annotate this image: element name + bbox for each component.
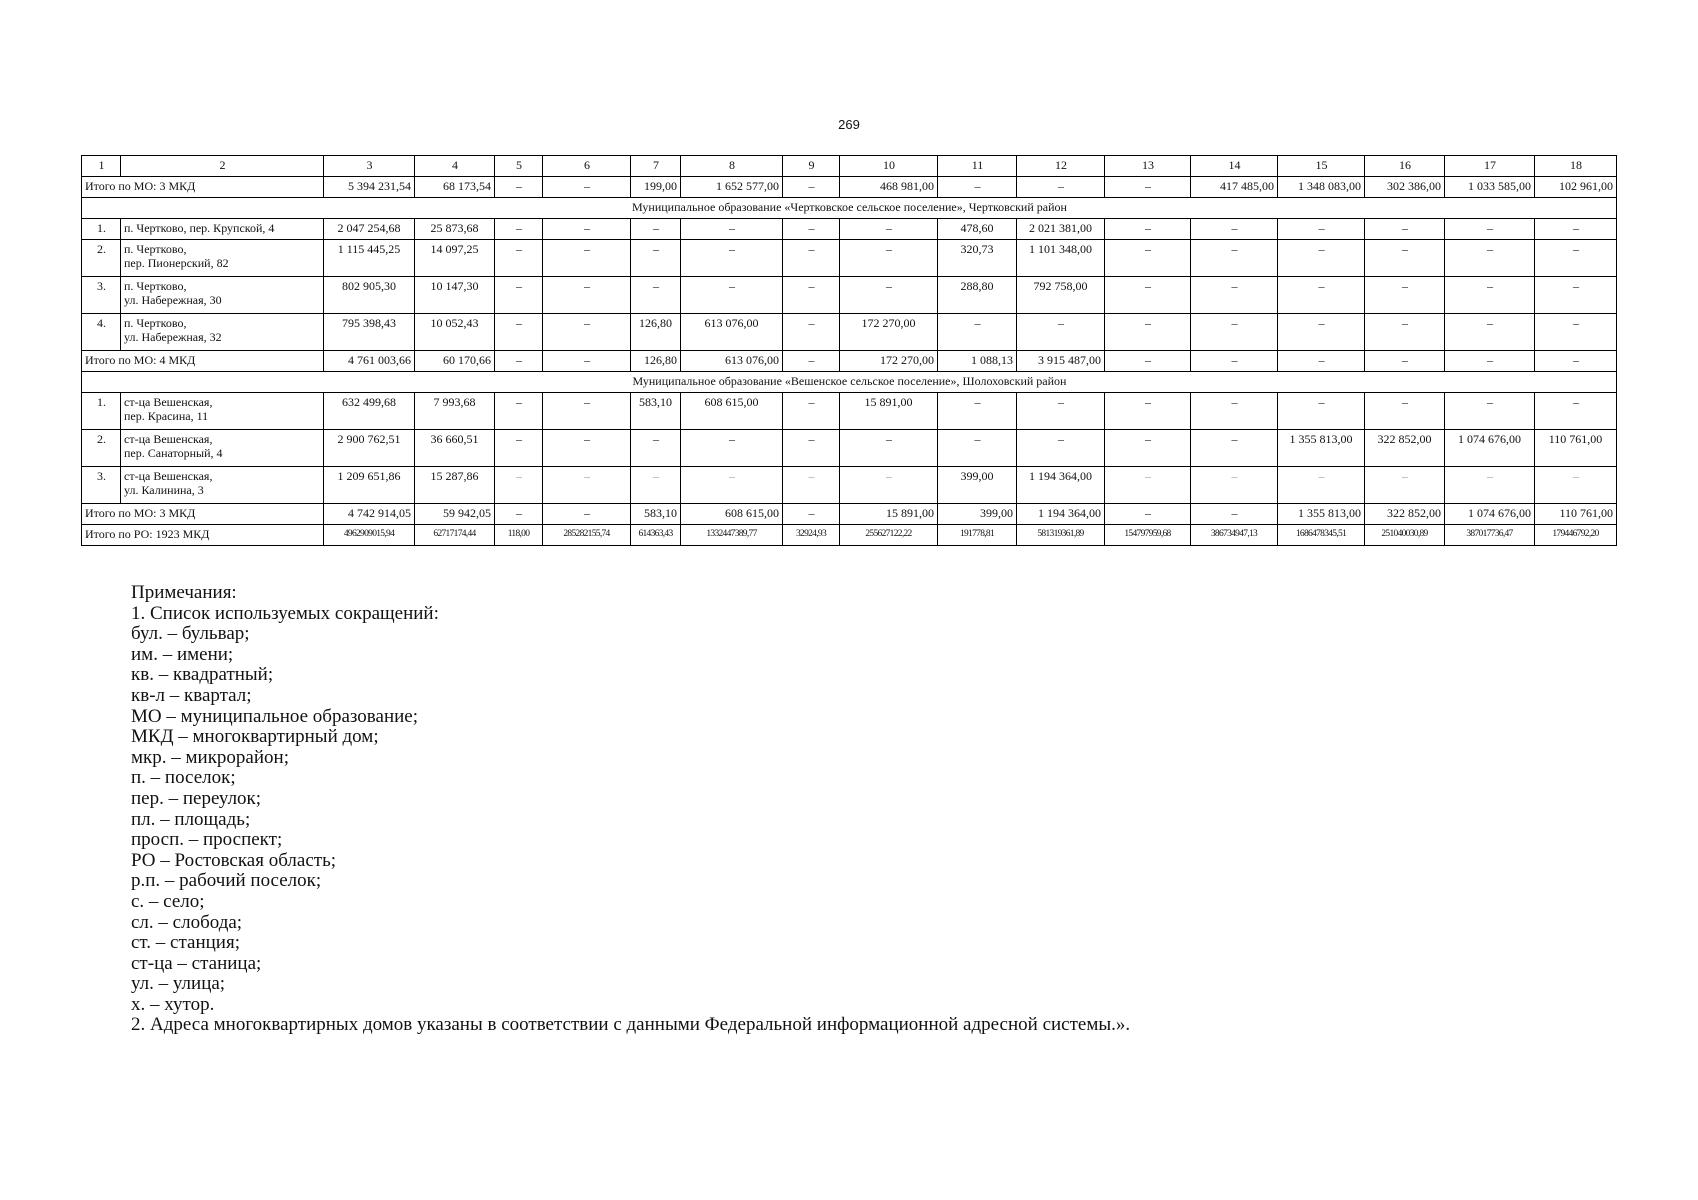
column-number-cell: 8 — [681, 156, 783, 177]
column-number-cell: 1 — [82, 156, 121, 177]
value-cell: – — [783, 467, 840, 504]
value-cell: 320,73 — [938, 240, 1017, 277]
value-cell: 614363,43 — [631, 525, 681, 546]
column-number-row — [82, 156, 1617, 177]
value-cell: – — [631, 430, 681, 467]
section-header-cell: Муниципальное образование «Чертковское сельское поселение», Чертковский район — [82, 198, 1617, 219]
value-cell: – — [1278, 240, 1365, 277]
value-cell: – — [1278, 277, 1365, 314]
value-cell: – — [631, 240, 681, 277]
value-cell: 1 074 676,00 — [1445, 504, 1535, 525]
value-cell: – — [840, 430, 938, 467]
value-cell: 399,00 — [938, 467, 1017, 504]
note-line: х. – хутор. — [131, 993, 215, 1015]
value-cell: – — [938, 177, 1017, 198]
value-cell: 608 615,00 — [681, 504, 783, 525]
note-line: с. – село; — [131, 890, 205, 912]
building-row — [82, 219, 1617, 240]
value-cell: – — [681, 430, 783, 467]
value-cell: 15 891,00 — [840, 393, 938, 430]
value-cell: – — [495, 504, 543, 525]
value-cell: – — [1191, 504, 1278, 525]
address-cell — [121, 430, 324, 467]
value-cell: – — [840, 467, 938, 504]
value-cell: 255627122,22 — [840, 525, 938, 546]
value-cell: – — [543, 219, 631, 240]
value-cell: – — [783, 430, 840, 467]
address-cell — [121, 219, 324, 240]
value-cell: 3 915 487,00 — [1017, 351, 1105, 372]
value-cell: – — [1017, 177, 1105, 198]
column-number-cell: 12 — [1017, 156, 1105, 177]
address-line-1: ст-ца Вешенская, — [124, 395, 213, 409]
address-cell — [121, 393, 324, 430]
value-cell: – — [495, 240, 543, 277]
value-cell: – — [1365, 314, 1445, 351]
value-cell: 68 173,54 — [415, 177, 495, 198]
value-cell: – — [1105, 177, 1191, 198]
column-number-cell: 11 — [938, 156, 1017, 177]
value-cell: 478,60 — [938, 219, 1017, 240]
value-cell: – — [840, 219, 938, 240]
value-cell: – — [1017, 430, 1105, 467]
note-line: пер. – переулок; — [131, 787, 262, 809]
value-cell: – — [543, 240, 631, 277]
value-cell: – — [1445, 467, 1535, 504]
page-number: 269 — [838, 117, 860, 132]
row-number-cell: 1. — [82, 219, 121, 240]
value-cell: – — [681, 277, 783, 314]
total-label-cell: Итого по МО: 4 МКД — [82, 351, 324, 372]
value-cell: – — [1445, 393, 1535, 430]
value-cell: 15 287,86 — [415, 467, 495, 504]
value-cell: 802 905,30 — [324, 277, 415, 314]
value-cell: 2 900 762,51 — [324, 430, 415, 467]
column-number-cell: 13 — [1105, 156, 1191, 177]
section-header-row — [82, 198, 1617, 219]
value-cell: 60 170,66 — [415, 351, 495, 372]
value-cell: 387017736,47 — [1445, 525, 1535, 546]
value-cell: – — [543, 277, 631, 314]
value-cell: – — [1191, 467, 1278, 504]
total-label-cell: Итого по МО: 3 МКД — [82, 504, 324, 525]
column-number-cell: 17 — [1445, 156, 1535, 177]
value-cell: – — [1105, 430, 1191, 467]
value-cell: 632 499,68 — [324, 393, 415, 430]
value-cell: – — [495, 393, 543, 430]
value-cell: 59 942,05 — [415, 504, 495, 525]
value-cell: – — [543, 467, 631, 504]
value-cell: – — [783, 504, 840, 525]
value-cell: 468 981,00 — [840, 177, 938, 198]
building-row — [82, 240, 1617, 277]
value-cell: 288,80 — [938, 277, 1017, 314]
value-cell: – — [840, 240, 938, 277]
value-cell: – — [495, 430, 543, 467]
building-row — [82, 467, 1617, 504]
subtotal-row — [82, 504, 1617, 525]
value-cell: 102 961,00 — [1535, 177, 1617, 198]
value-cell: – — [1105, 351, 1191, 372]
section-header-row — [82, 372, 1617, 393]
value-cell: 126,80 — [631, 314, 681, 351]
column-number-cell: 14 — [1191, 156, 1278, 177]
value-cell: 1 209 651,86 — [324, 467, 415, 504]
value-cell: 285282155,74 — [543, 525, 631, 546]
column-number-cell: 2 — [121, 156, 324, 177]
value-cell: – — [1535, 467, 1617, 504]
note-line: пл. – площадь; — [131, 808, 251, 830]
value-cell: – — [1445, 240, 1535, 277]
column-number-cell: 16 — [1365, 156, 1445, 177]
value-cell: 1 101 348,00 — [1017, 240, 1105, 277]
note-line: ул. – улица; — [131, 973, 226, 995]
row-number-cell: 2. — [82, 240, 121, 277]
table-body — [82, 156, 1617, 546]
value-cell: – — [631, 219, 681, 240]
total-label-cell: Итого по РО: 1923 МКД — [82, 525, 324, 546]
value-cell: – — [1191, 430, 1278, 467]
value-cell: – — [543, 430, 631, 467]
value-cell: – — [783, 393, 840, 430]
address-line-1: п. Чертково, — [124, 316, 187, 330]
value-cell: – — [783, 219, 840, 240]
value-cell: 2 047 254,68 — [324, 219, 415, 240]
address-line-2: ул. Набережная, 30 — [124, 293, 222, 307]
value-cell: – — [1191, 219, 1278, 240]
value-cell: 4 761 003,66 — [324, 351, 415, 372]
value-cell: 795 398,43 — [324, 314, 415, 351]
value-cell: 1 348 083,00 — [1278, 177, 1365, 198]
value-cell: 2 021 381,00 — [1017, 219, 1105, 240]
value-cell: – — [1535, 393, 1617, 430]
value-cell: – — [783, 351, 840, 372]
value-cell: 583,10 — [631, 504, 681, 525]
value-cell: 1 115 445,25 — [324, 240, 415, 277]
note-line: МКД – многоквартирный дом; — [131, 726, 379, 748]
notes-title: Примечания: — [131, 582, 237, 603]
section-header-cell: Муниципальное образование «Вешенское сельское поселение», Шолоховский район — [82, 372, 1617, 393]
value-cell: 1 355 813,00 — [1278, 504, 1365, 525]
value-cell: – — [1365, 467, 1445, 504]
value-cell: 613 076,00 — [681, 314, 783, 351]
value-cell: – — [681, 467, 783, 504]
value-cell: 4962909015,94 — [324, 525, 415, 546]
value-cell: – — [1365, 240, 1445, 277]
value-cell: 1 194 364,00 — [1017, 504, 1105, 525]
building-row — [82, 277, 1617, 314]
note-line: 2. Адреса многоквартирных домов указаны в соответствии с данными Федеральной информационной адресной системы.». — [131, 1014, 1131, 1036]
note-line: ст. – станция; — [131, 932, 240, 954]
value-cell: 583,10 — [631, 393, 681, 430]
value-cell: – — [1105, 314, 1191, 351]
address-line-1: ст-ца Вешенская, — [124, 469, 213, 483]
column-number-cell: 18 — [1535, 156, 1617, 177]
value-cell: – — [1105, 504, 1191, 525]
row-number-cell: 3. — [82, 467, 121, 504]
value-cell: – — [1278, 219, 1365, 240]
value-cell: – — [1105, 277, 1191, 314]
value-cell: – — [1105, 393, 1191, 430]
column-number-cell: 5 — [495, 156, 543, 177]
value-cell: – — [1191, 314, 1278, 351]
address-line-1: п. Чертково, — [124, 279, 187, 293]
value-cell: – — [543, 504, 631, 525]
value-cell: 613 076,00 — [681, 351, 783, 372]
value-cell: 1 088,13 — [938, 351, 1017, 372]
value-cell: – — [1105, 240, 1191, 277]
value-cell: – — [495, 467, 543, 504]
value-cell: – — [1191, 351, 1278, 372]
row-number-cell: 2. — [82, 430, 121, 467]
value-cell: – — [1017, 314, 1105, 351]
value-cell: 1686478345,51 — [1278, 525, 1365, 546]
column-number-cell: 6 — [543, 156, 631, 177]
value-cell: 32924,93 — [783, 525, 840, 546]
value-cell: – — [543, 351, 631, 372]
value-cell: – — [543, 393, 631, 430]
address-line-2: ул. Набережная, 32 — [124, 330, 222, 344]
value-cell: 110 761,00 — [1535, 504, 1617, 525]
value-cell: – — [1445, 219, 1535, 240]
value-cell: – — [1278, 467, 1365, 504]
address-line-1: п. Чертково, пер. Крупской, 4 — [124, 221, 275, 235]
note-line: ст-ца – станица; — [131, 952, 262, 974]
note-line: мкр. – микрорайон; — [131, 746, 289, 768]
value-cell: – — [1365, 393, 1445, 430]
value-cell: – — [783, 240, 840, 277]
address-line-2: ул. Калинина, 3 — [124, 483, 204, 497]
value-cell: – — [1535, 314, 1617, 351]
value-cell: 1 194 364,00 — [1017, 467, 1105, 504]
value-cell: 608 615,00 — [681, 393, 783, 430]
value-cell: – — [938, 430, 1017, 467]
value-cell: – — [1017, 393, 1105, 430]
value-cell: – — [1365, 351, 1445, 372]
note-line: 1. Список используемых сокращений: — [131, 602, 439, 624]
value-cell: – — [1535, 277, 1617, 314]
value-cell: – — [1365, 277, 1445, 314]
grand-total-row — [82, 525, 1617, 546]
column-number-cell: 9 — [783, 156, 840, 177]
column-number-cell: 7 — [631, 156, 681, 177]
value-cell: 15 891,00 — [840, 504, 938, 525]
value-cell: – — [1105, 467, 1191, 504]
note-line: просп. – проспект; — [131, 829, 283, 851]
value-cell: – — [1278, 351, 1365, 372]
value-cell: – — [1535, 219, 1617, 240]
value-cell: 179446792,20 — [1535, 525, 1617, 546]
value-cell: 126,80 — [631, 351, 681, 372]
value-cell: 172 270,00 — [840, 351, 938, 372]
value-cell: – — [681, 219, 783, 240]
address-cell — [121, 314, 324, 351]
value-cell: – — [938, 314, 1017, 351]
note-line: р.п. – рабочий поселок; — [131, 870, 322, 892]
note-line: РО – Ростовская область; — [131, 849, 337, 871]
value-cell: 1 074 676,00 — [1445, 430, 1535, 467]
value-cell: 118,00 — [495, 525, 543, 546]
row-number-cell: 4. — [82, 314, 121, 351]
column-number-cell: 3 — [324, 156, 415, 177]
value-cell: 399,00 — [938, 504, 1017, 525]
address-cell — [121, 240, 324, 277]
value-cell: 251040030,89 — [1365, 525, 1445, 546]
address-line-2: пер. Санаторный, 4 — [124, 446, 223, 460]
value-cell: – — [543, 177, 631, 198]
value-cell: – — [1191, 277, 1278, 314]
value-cell: – — [1445, 351, 1535, 372]
building-row — [82, 430, 1617, 467]
address-cell — [121, 467, 324, 504]
column-number-cell: 4 — [415, 156, 495, 177]
address-line-2: пер. Красина, 11 — [124, 409, 209, 423]
note-line: бул. – бульвар; — [131, 623, 250, 645]
value-cell: 199,00 — [631, 177, 681, 198]
row-number-cell: 1. — [82, 393, 121, 430]
note-line: им. – имени; — [131, 643, 234, 665]
value-cell: 191778,81 — [938, 525, 1017, 546]
value-cell: 581319361,89 — [1017, 525, 1105, 546]
value-cell: 302 386,00 — [1365, 177, 1445, 198]
value-cell: – — [631, 277, 681, 314]
value-cell: – — [495, 177, 543, 198]
row-number-cell: 3. — [82, 277, 121, 314]
value-cell: 7 993,68 — [415, 393, 495, 430]
value-cell: 386734947,13 — [1191, 525, 1278, 546]
value-cell: – — [938, 393, 1017, 430]
value-cell: – — [1535, 351, 1617, 372]
note-line: кв. – квадратный; — [131, 664, 274, 686]
value-cell: 792 758,00 — [1017, 277, 1105, 314]
value-cell: – — [495, 351, 543, 372]
value-cell: 322 852,00 — [1365, 504, 1445, 525]
notes-block — [131, 583, 1130, 1036]
value-cell: 10 147,30 — [415, 277, 495, 314]
value-cell: – — [783, 177, 840, 198]
value-cell: 172 270,00 — [840, 314, 938, 351]
value-cell: 25 873,68 — [415, 219, 495, 240]
value-cell: 36 660,51 — [415, 430, 495, 467]
value-cell: – — [783, 277, 840, 314]
value-cell: – — [1105, 219, 1191, 240]
column-number-cell: 15 — [1278, 156, 1365, 177]
value-cell: 5 394 231,54 — [324, 177, 415, 198]
note-line: п. – поселок; — [131, 767, 236, 789]
value-cell: 110 761,00 — [1535, 430, 1617, 467]
column-number-cell: 10 — [840, 156, 938, 177]
value-cell: – — [495, 314, 543, 351]
note-line: сл. – слобода; — [131, 911, 243, 933]
value-cell: – — [1278, 393, 1365, 430]
housing-repair-table — [81, 155, 1617, 546]
value-cell: – — [840, 277, 938, 314]
value-cell: – — [495, 277, 543, 314]
value-cell: – — [783, 314, 840, 351]
value-cell: – — [1365, 219, 1445, 240]
value-cell: 10 052,43 — [415, 314, 495, 351]
value-cell: – — [631, 467, 681, 504]
value-cell: – — [543, 314, 631, 351]
value-cell: – — [1535, 240, 1617, 277]
value-cell: – — [495, 219, 543, 240]
address-cell — [121, 277, 324, 314]
total-label-cell: Итого по МО: 3 МКД — [82, 177, 324, 198]
value-cell: – — [1278, 314, 1365, 351]
note-line: кв-л – квартал; — [131, 684, 252, 706]
value-cell: 154797959,68 — [1105, 525, 1191, 546]
value-cell: – — [681, 240, 783, 277]
building-row — [82, 393, 1617, 430]
value-cell: 417 485,00 — [1191, 177, 1278, 198]
address-line-1: ст-ца Вешенская, — [124, 432, 213, 446]
subtotal-row — [82, 177, 1617, 198]
value-cell: – — [1445, 314, 1535, 351]
value-cell: – — [1191, 393, 1278, 430]
subtotal-row — [82, 351, 1617, 372]
value-cell: – — [1445, 277, 1535, 314]
value-cell: 1 355 813,00 — [1278, 430, 1365, 467]
value-cell: – — [1191, 240, 1278, 277]
value-cell: 1 652 577,00 — [681, 177, 783, 198]
address-line-1: п. Чертково, — [124, 242, 187, 256]
value-cell: 62717174,44 — [415, 525, 495, 546]
value-cell: 4 742 914,05 — [324, 504, 415, 525]
value-cell: 322 852,00 — [1365, 430, 1445, 467]
note-line: МО – муниципальное образование; — [131, 705, 419, 727]
value-cell: 14 097,25 — [415, 240, 495, 277]
building-row — [82, 314, 1617, 351]
value-cell: 1 033 585,00 — [1445, 177, 1535, 198]
address-line-2: пер. Пионерский, 82 — [124, 256, 229, 270]
value-cell: 1332447389,77 — [681, 525, 783, 546]
